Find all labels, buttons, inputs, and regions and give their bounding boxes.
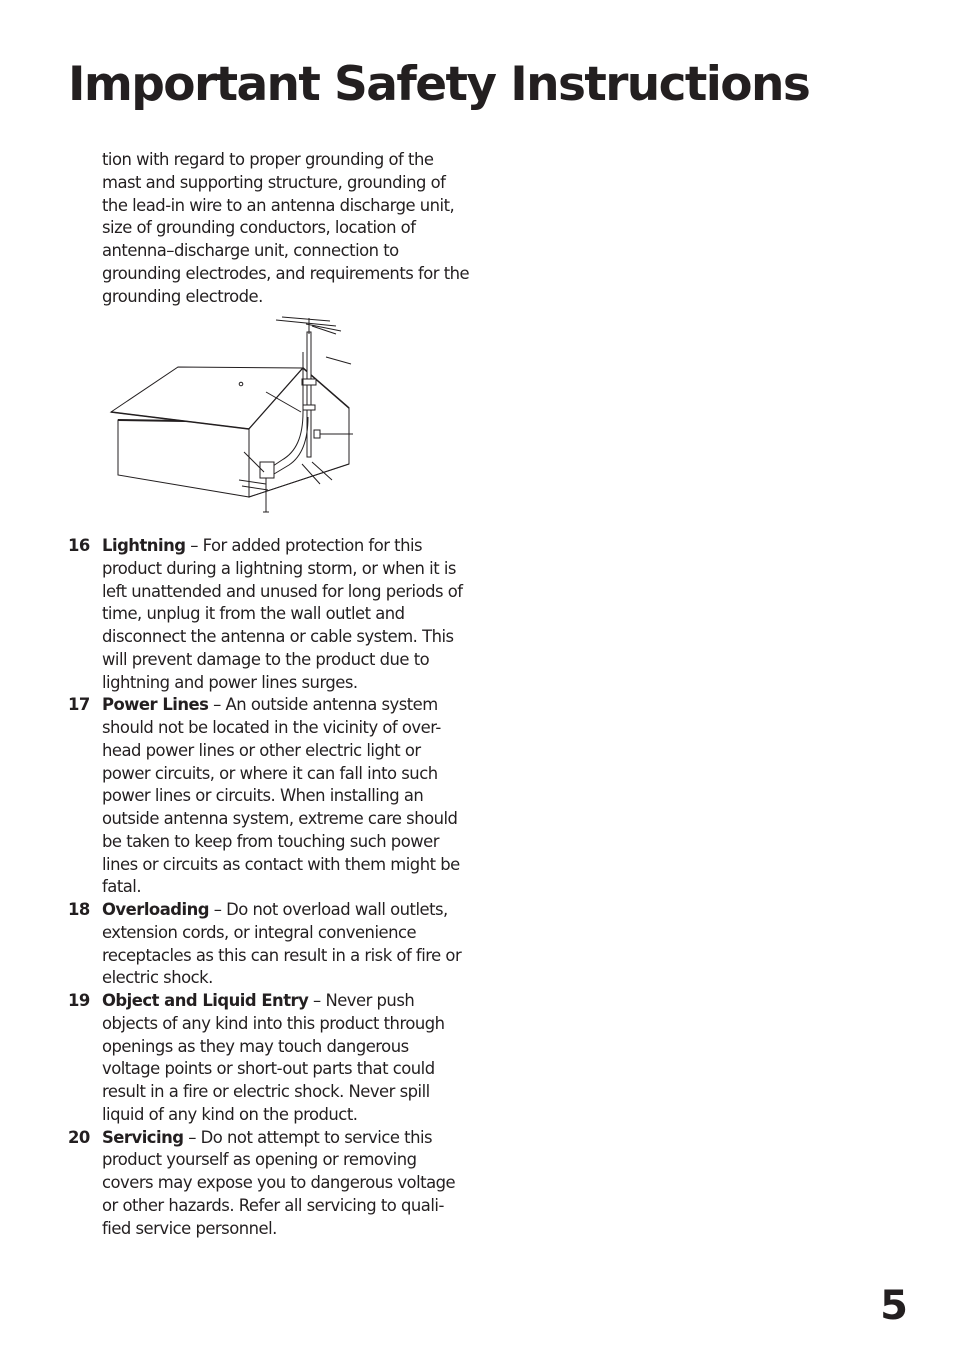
item-number: 16 — [68, 536, 90, 555]
list-item — [68, 899, 468, 990]
item-heading: Object and Liquid Entry — [102, 991, 309, 1010]
item-heading: Overloading — [102, 900, 210, 919]
item-number: 19 — [68, 991, 90, 1010]
page-title: Important Safety Instructions — [68, 57, 810, 112]
list-item — [68, 1127, 468, 1241]
safety-items-list — [68, 535, 468, 1240]
item-number: 20 — [68, 1127, 90, 1147]
item-number: 18 — [68, 900, 90, 919]
item-text: – For added protection for this product during a lightning storm, or when it is left unattended and unused for long periods of time, unplug it from the wall outlet and disconnect the antenna or cable system. This will prevent damage to the product due to lightning and power lines surges. — [102, 536, 463, 692]
item-text: – Do not attempt to service this product yourself as opening or removing covers may expose you to dangerous voltage or other hazards. Refer all servicing to quali-fied service personnel. — [102, 1127, 456, 1238]
list-item — [68, 535, 468, 694]
antenna-grounding-diagram — [106, 312, 358, 517]
list-item — [68, 694, 468, 899]
item-text: – An outside antenna system should not be located in the vicinity of over-head power lines or other electric light or power circuits, or where it can fall into such power lines or circuits. When installing an outside antenna system, extreme care should be taken to keep from touching such power lines or circuits as contact with them might be fatal. — [102, 695, 460, 897]
house-illustration — [111, 367, 349, 497]
page-number: 5 — [880, 1283, 908, 1329]
item-text: – Never push objects of any kind into this product through openings as they may touch dangerous voltage points or short-out parts that could result in a fire or electric shock. Never spill liquid of any kind on the product. — [102, 991, 445, 1124]
item-heading: Servicing — [102, 1127, 184, 1147]
item-heading: Power Lines — [102, 695, 209, 715]
item-number: 17 — [68, 695, 90, 715]
intro-paragraph: tion with regard to proper grounding of the mast and supporting structure, grounding of the lead-in wire to an antenna discharge unit, size of grounding conductors, location of antenna–discharge unit, connection to grounding electrodes, and requirements for the grounding electrode. — [102, 150, 470, 306]
item-heading: Lightning — [102, 536, 186, 555]
item-text: – Do not overload wall outlets, extension cords, or integral convenience receptacles as this can result in a risk of fire or electric shock. — [102, 900, 462, 988]
list-item — [68, 990, 468, 1127]
